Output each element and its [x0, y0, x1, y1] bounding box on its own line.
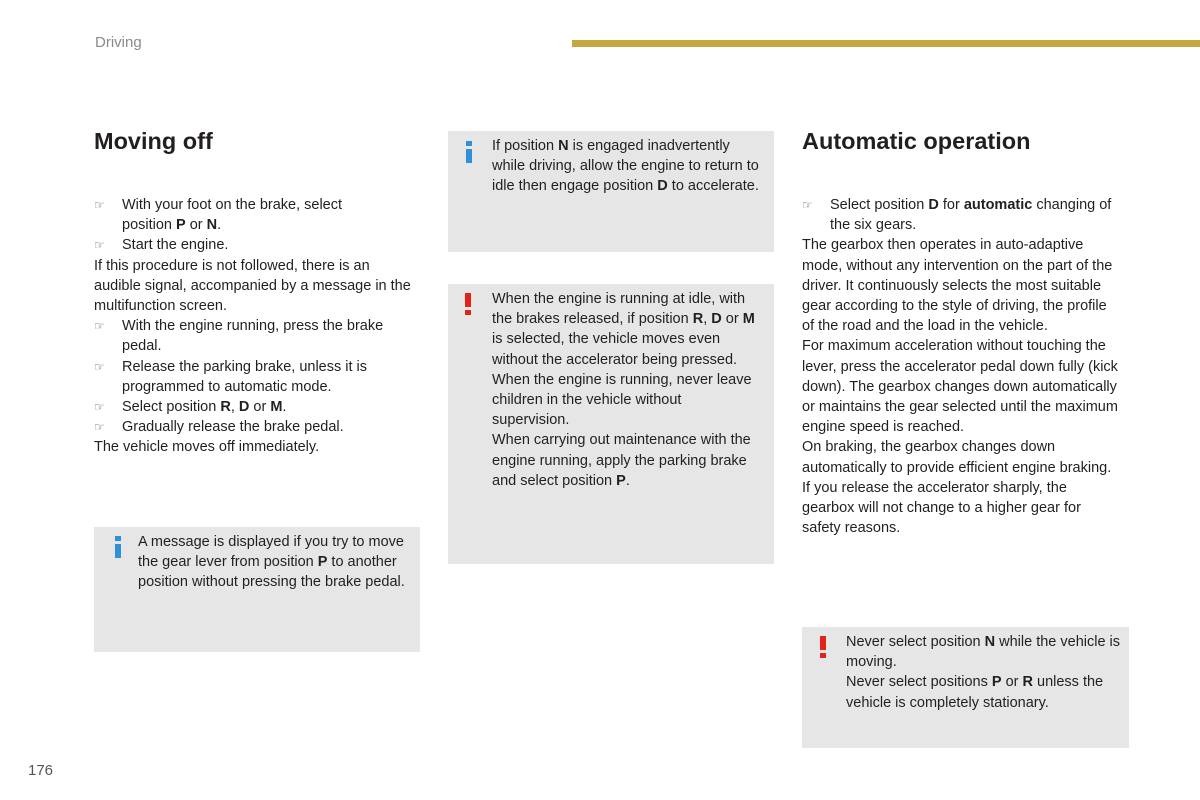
pointing-hand-icon: ☞ [94, 359, 105, 374]
paragraph: The vehicle moves off immediately. [94, 439, 320, 456]
right-column [802, 127, 1122, 538]
header-accent-bar [572, 40, 1200, 47]
left-column [94, 127, 414, 458]
list-item: ☞ Start the engine. [94, 235, 414, 255]
pointing-hand-icon: ☞ [94, 238, 105, 253]
section-title-moving-off: Moving off [94, 128, 213, 154]
section-label: Driving [95, 34, 142, 51]
info-box: A message is displayed if you try to move the gear lever from position P to another position without pressing the brake pedal. [94, 527, 420, 652]
warning-box: Never select position N while the vehicle is moving. Never select positions P or R unless the vehicle is completely stationary. [802, 627, 1129, 748]
warning-box: When the engine is running at idle, with the brakes released, if position R, D or M is selected, the vehicle moves even without the accelerator being pressed. When the engine is running, never leave children in the vehicle without supervision. When carrying out maintenance with the engine running, apply the parking brake and select position P. [448, 284, 774, 564]
list-item: ☞ With your foot on the brake, select position P or N. [94, 197, 343, 234]
pointing-hand-icon: ☞ [94, 198, 105, 212]
pointing-hand-icon: ☞ [94, 400, 105, 415]
info-icon [466, 141, 472, 163]
list-item: ☞ Gradually release the brake pedal. [94, 417, 414, 437]
list-item: ☞ Release the parking brake, unless it is programmed to automatic mode. [94, 358, 368, 395]
info-box: If position N is engaged inadvertently while driving, allow the engine to return to idle then engage position D to accelerate. [448, 131, 774, 252]
exclamation-icon [465, 293, 471, 315]
list-item: ☞ Select position D for automatic changing of the six gears. [802, 197, 1112, 234]
pointing-hand-icon: ☞ [94, 420, 105, 435]
exclamation-icon [820, 636, 826, 658]
page-number: 176 [28, 762, 54, 779]
pointing-hand-icon: ☞ [94, 319, 105, 334]
paragraph: If you release the accelerator sharply, the gearbox will not change to a higher gear for safety reasons. [802, 479, 1081, 537]
paragraph: The gearbox then operates in auto-adaptive mode, without any intervention on the part of the driver. It continuously selects the most suitable gear according to the style of driving, the profile of the road and the load in the vehicle. [802, 237, 1113, 335]
pointing-hand-icon: ☞ [802, 198, 813, 212]
info-icon [115, 536, 121, 558]
paragraph: For maximum acceleration without touching the lever, press the accelerator pedal down fully (kick down). The gearbox changes down automatically or maintains the gear selected until the maximum engine speed is reached. [802, 338, 1118, 436]
section-title-automatic-operation: Automatic operation [802, 128, 1031, 154]
list-item: ☞ Select position R, D or M. [94, 397, 414, 417]
list-item: ☞ With the engine running, press the brake pedal. [94, 318, 384, 355]
paragraph: If this procedure is not followed, there is an audible signal, accompanied by a message in the multifunction screen. [94, 257, 411, 315]
paragraph: On braking, the gearbox changes down automatically to provide efficient engine braking. [802, 439, 1112, 476]
